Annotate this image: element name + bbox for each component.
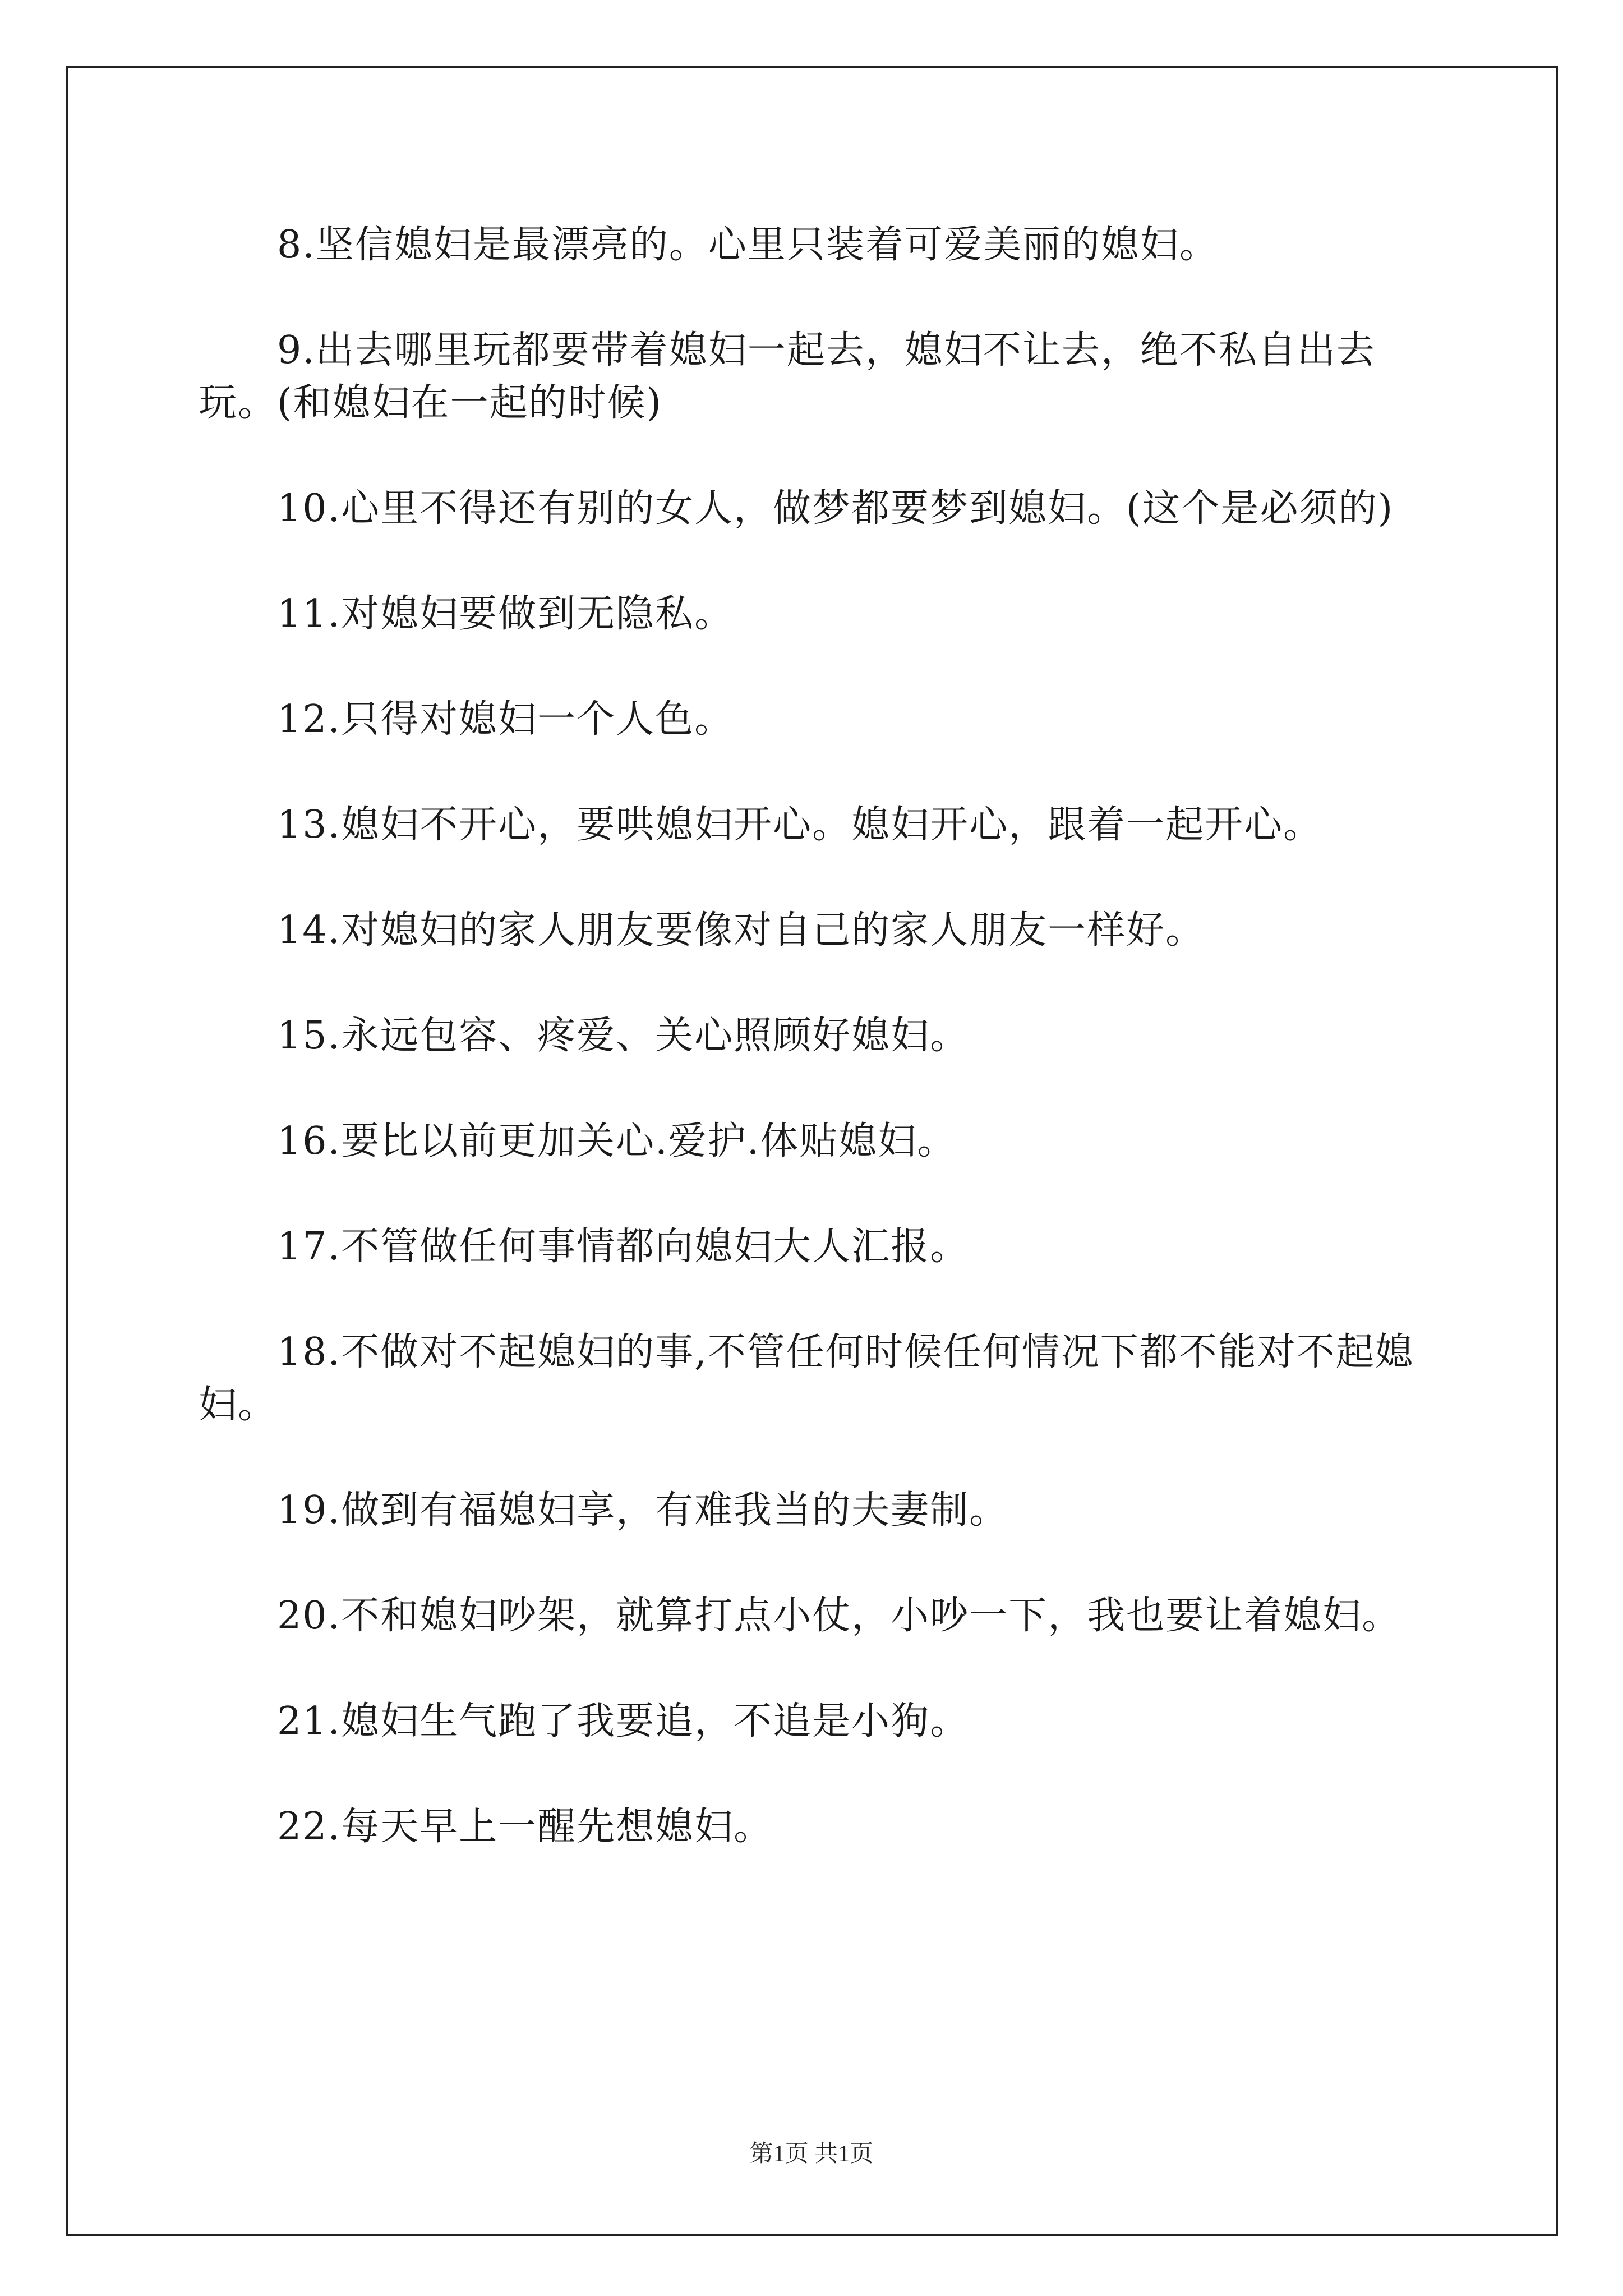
paragraph-item-8: 8.坚信媳妇是最漂亮的。心里只装着可爱美丽的媳妇。 [277, 223, 1219, 267]
paragraph-item-20: 20.不和媳妇吵架，就算打点小仗，小吵一下，我也要让着媳妇。 [277, 1594, 1401, 1638]
paragraph-item-14: 14.对媳妇的家人朋友要像对自己的家人朋友一样好。 [277, 908, 1205, 953]
paragraph-item-19: 19.做到有福媳妇享，有难我当的夫妻制。 [277, 1488, 1009, 1533]
paragraph-item-18: 18.不做对不起媳妇的事,不管任何时候任何情况下都不能对不起媳妇。 [199, 1330, 1414, 1427]
document-body [199, 219, 1432, 1906]
paragraph-item-17: 17.不管做任何事情都向媳妇大人汇报。 [277, 1225, 970, 1269]
paragraph-item-13: 13.媳妇不开心，要哄媳妇开心。媳妇开心，跟着一起开心。 [277, 803, 1323, 847]
paragraph-item-22: 22.每天早上一醒先想媳妇。 [277, 1805, 773, 1849]
paragraph-item-11: 11.对媳妇要做到无隐私。 [277, 592, 734, 636]
page-footer [0, 2135, 1623, 2169]
paragraph-item-16: 16.要比以前更加关心.爱护.体贴媳妇。 [277, 1119, 957, 1163]
paragraph-item-21: 21.媳妇生气跑了我要追，不追是小狗。 [277, 1699, 970, 1743]
paragraph-item-10: 10.心里不得还有别的女人，做梦都要梦到媳妇。(这个是必须的) [277, 486, 1394, 531]
paragraph-item-12: 12.只得对媳妇一个人色。 [277, 697, 734, 742]
page-number-label: 第1页 共1页 [749, 2141, 874, 2167]
paragraph-item-15: 15.永远包容、疼爱、关心照顾好媳妇。 [277, 1014, 970, 1058]
paragraph-item-9: 9.出去哪里玩都要带着媳妇一起去，媳妇不让去，绝不私自出去玩。(和媳妇在一起的时候) [199, 328, 1376, 425]
